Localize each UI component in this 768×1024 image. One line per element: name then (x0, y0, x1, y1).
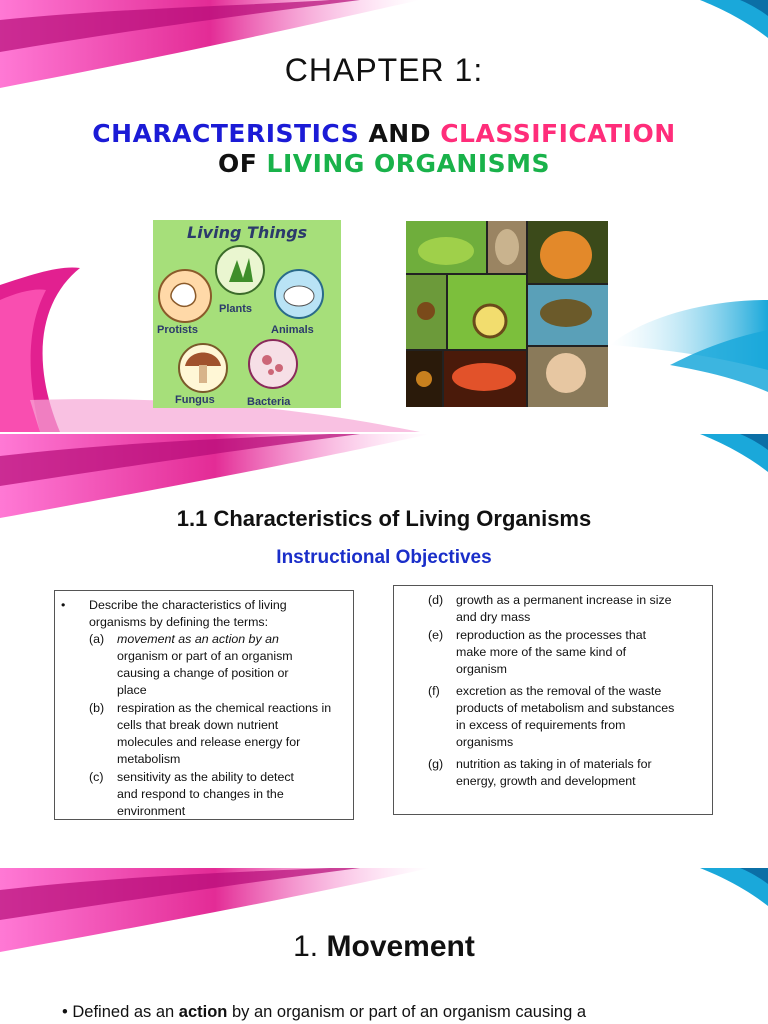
marker-b: (b) (89, 701, 105, 715)
objective-line: respiration as the chemical reactions in (117, 701, 332, 715)
objectives-box-right (393, 585, 713, 815)
label-plants: Plants (219, 303, 253, 315)
slide-1 (0, 0, 768, 432)
chapter-title: CHAPTER 1: (284, 52, 484, 88)
objective-line: place (117, 683, 147, 697)
bullet-marker: • (61, 598, 66, 612)
objective-line: organism or part of an organism (117, 649, 293, 663)
slide-3 (0, 868, 768, 1024)
title-word-and: AND (368, 119, 431, 148)
objective-line: reproduction as the processes that (456, 628, 647, 642)
objective-line: products of metabolism and substances (456, 701, 675, 715)
marker-c: (c) (89, 770, 104, 784)
section-heading: 1.1 Characteristics of Living Organisms (176, 506, 592, 531)
objective-line: and dry mass (456, 610, 531, 624)
marker-f: (f) (428, 684, 440, 698)
slide-title (0, 119, 768, 179)
movement-definition (62, 1003, 586, 1022)
objective-line: cells that break down nutrient (117, 718, 279, 732)
objectives-box-left (54, 590, 354, 820)
marker-a: (a) (89, 632, 105, 646)
definition-pre: Defined as an (72, 1003, 175, 1021)
marker-e: (e) (428, 628, 444, 642)
objective-line: molecules and release energy for (117, 735, 301, 749)
definition-bold: action (178, 1003, 228, 1021)
definition-post: by an organism or part of an organism causing a (231, 1003, 587, 1021)
title-word-of: OF (217, 149, 258, 178)
objective-line: organism (456, 662, 507, 676)
label-protists: Protists (157, 324, 198, 336)
title-word-characteristics: CHARACTERISTICS (92, 119, 360, 148)
objective-line: and respond to changes in the (117, 787, 284, 801)
objectives-heading: Instructional Objectives (276, 547, 492, 568)
marker-g: (g) (428, 757, 444, 771)
bacteria-icon (262, 355, 272, 365)
objective-line: metabolism (117, 752, 181, 766)
organism-photo-collage (406, 221, 608, 407)
objective-line: organisms by defining the terms: (89, 615, 269, 629)
objective-line: growth as a permanent increase in size (456, 593, 672, 607)
animal-icon (284, 286, 314, 306)
marker-d: (d) (428, 593, 444, 607)
objective-line: causing a change of position or (117, 666, 289, 680)
objective-line: organisms (456, 735, 514, 749)
objective-line: nutrition as taking in of materials for (456, 757, 652, 771)
label-fungus: Fungus (175, 394, 215, 406)
objective-line: in excess of requirements from (456, 718, 626, 732)
title-word-classification: CLASSIFICATION (440, 119, 676, 148)
label-animals: Animals (271, 324, 314, 336)
objective-line: excretion as the removal of the waste (456, 684, 662, 698)
diagram-heading: Living Things (187, 223, 308, 242)
movement-heading (0, 930, 768, 964)
bullet-marker: • (62, 1003, 68, 1021)
objective-line: sensitivity as the ability to detect (117, 770, 294, 784)
objective-line: make more of the same kind of (456, 645, 627, 659)
living-things-diagram (153, 220, 341, 408)
objective-line: movement as an action by an (117, 632, 279, 646)
objective-line: environment (117, 804, 186, 818)
label-bacteria: Bacteria (247, 396, 291, 408)
slide-2 (0, 434, 768, 866)
heading-word: Movement (326, 930, 475, 963)
objective-line: Describe the characteristics of living (89, 598, 287, 612)
heading-number: 1. (293, 930, 319, 963)
objective-line: energy, growth and development (456, 774, 636, 788)
title-word-living-organisms: LIVING ORGANISMS (266, 149, 551, 178)
protist-icon (171, 283, 196, 306)
